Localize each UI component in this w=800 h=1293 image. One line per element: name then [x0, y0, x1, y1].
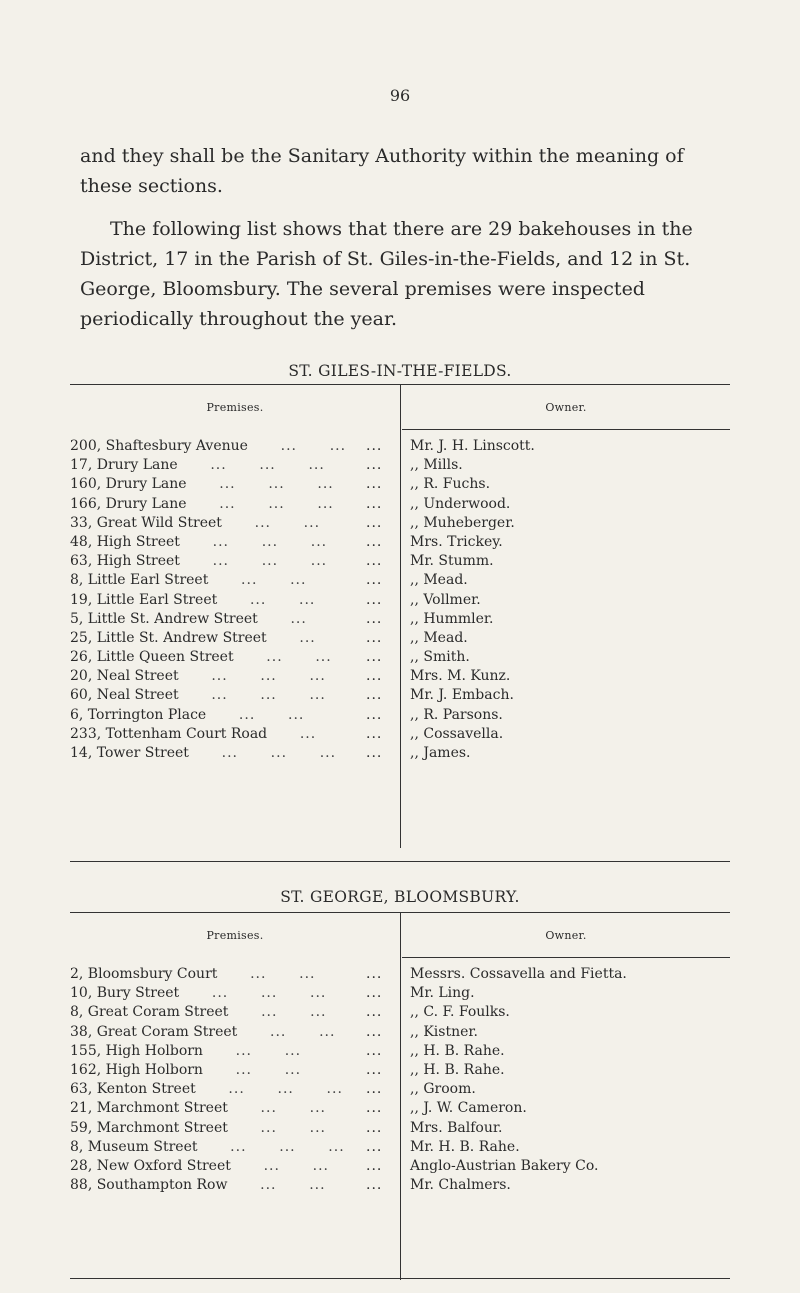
table-row	[70, 533, 730, 552]
table-header	[70, 385, 730, 429]
owner-cell: Mr. J. Embach.	[410, 687, 514, 704]
leader-fill: ... ... ...	[178, 687, 326, 704]
table-row	[70, 965, 730, 984]
header-premises: Premises.	[206, 929, 264, 942]
owner-cell: ,, Mead.	[410, 629, 468, 646]
owner-cell: Mr. Ling.	[410, 985, 475, 1002]
premises-cell: 155, High Holborn ... ...	[70, 1042, 302, 1059]
leader-dots: ...	[366, 1138, 383, 1155]
leader-fill: ... ... ...	[197, 1138, 345, 1155]
leader-dots: ...	[366, 457, 383, 474]
leader-fill: ... ...	[233, 649, 332, 666]
table-row	[70, 514, 730, 533]
owner-cell: ,, Kistner.	[410, 1023, 479, 1040]
owner-cell: Anglo-Austrian Bakery Co.	[410, 1157, 599, 1174]
leader-dots: ...	[366, 1177, 383, 1194]
owner-cell: ,, H. B. Rahe.	[410, 1061, 505, 1078]
table-row	[70, 1023, 730, 1042]
table-row	[70, 591, 730, 610]
leader-dots: ...	[366, 1081, 383, 1098]
table-row	[70, 686, 730, 705]
leader-fill: ... ... ...	[186, 476, 334, 493]
table-st-george	[70, 912, 730, 1195]
table-header	[70, 913, 730, 957]
owner-cell: ,, C. F. Foulks.	[410, 1004, 510, 1021]
table-row	[70, 706, 730, 725]
premises-cell: 60, Neal Street ... ... ...	[70, 687, 326, 704]
leader-dots: ...	[366, 495, 383, 512]
leader-fill: ... ...	[227, 1100, 326, 1117]
leader-fill: ... ...	[227, 1119, 326, 1136]
premises-cell: 17, Drury Lane ... ... ...	[70, 457, 325, 474]
owner-cell: ,, Muheberger.	[410, 514, 515, 531]
leader-dots: ...	[366, 1042, 383, 1059]
premises-cell: 88, Southampton Row ... ...	[70, 1177, 326, 1194]
premises-cell: 63, High Street ... ... ...	[70, 553, 328, 570]
header-owner: Owner.	[545, 401, 587, 414]
premises-cell: 14, Tower Street ... ... ...	[70, 745, 337, 761]
paragraph-bakehouses: The following list shows that there are 29 bakehouses in the District, 17 in the Parish of St. Giles-in-the-Fields, and 12 in St. George, Bloomsbury. The several premises were inspected periodically throughout the year.	[80, 218, 693, 330]
premises-cell: 160, Drury Lane ... ... ...	[70, 476, 334, 493]
leader-dots: ...	[366, 668, 383, 685]
premises-cell: 19, Little Earl Street ... ...	[70, 591, 316, 608]
owner-cell: Mr. Stumm.	[410, 553, 494, 570]
table-row	[70, 571, 730, 590]
leader-dots: ...	[366, 649, 383, 666]
premises-cell: 38, Great Coram Street ... ...	[70, 1023, 336, 1040]
leader-dots: ...	[366, 725, 383, 742]
leader-fill: ... ... ...	[186, 495, 334, 512]
premises-cell: 28, New Oxford Street ... ...	[70, 1157, 329, 1174]
table-body	[70, 430, 730, 763]
leader-fill: ...	[267, 725, 317, 742]
leader-fill: ...	[266, 629, 316, 646]
table-row	[70, 629, 730, 648]
table-row	[70, 1042, 730, 1061]
table-row	[70, 1003, 730, 1022]
table-row	[70, 552, 730, 571]
leader-fill: ... ... ...	[179, 533, 328, 550]
premises-cell: 10, Bury Street ... ... ...	[70, 985, 327, 1002]
owner-cell: ,, Vollmer.	[410, 591, 481, 608]
owner-cell: ,, H. B. Rahe.	[410, 1042, 505, 1059]
owner-cell: ,, Groom.	[410, 1081, 476, 1098]
premises-cell: 166, Drury Lane ... ... ...	[70, 495, 334, 512]
leader-fill: ... ...	[202, 1042, 302, 1059]
leader-dots: ...	[366, 629, 383, 646]
table-row	[70, 648, 730, 667]
leader-dots: ...	[366, 1157, 383, 1174]
owner-cell: ,, Cossavella.	[410, 725, 504, 742]
owner-cell: Messrs. Cossavella and Fietta.	[410, 966, 627, 982]
owner-cell: Mrs. M. Kunz.	[410, 668, 511, 685]
leader-fill: ... ... ...	[179, 553, 328, 570]
premises-cell: 26, Little Queen Street ... ...	[70, 649, 332, 666]
owner-cell: ,, R. Parsons.	[410, 706, 503, 723]
paragraph-continuation: and they shall be the Sanitary Authority within the meaning of these sections.	[80, 145, 684, 197]
leader-dots: ...	[366, 966, 383, 982]
premises-cell: 20, Neal Street ... ... ...	[70, 668, 326, 685]
premises-cell: 21, Marchmont Street ... ...	[70, 1100, 326, 1117]
premises-cell: 8, Great Coram Street ... ...	[70, 1004, 327, 1021]
premises-cell: 25, Little St. Andrew Street ...	[70, 629, 316, 646]
leader-dots: ...	[366, 985, 383, 1002]
leader-dots: ...	[366, 1119, 383, 1136]
table-row	[70, 1157, 730, 1176]
table-row	[70, 456, 730, 475]
leader-fill: ... ...	[228, 1004, 327, 1021]
owner-cell: ,, Smith.	[410, 649, 470, 666]
owner-cell: Mr. J. H. Linscott.	[410, 438, 535, 454]
table-bottom-rule	[70, 861, 730, 862]
leader-fill: ... ... ...	[177, 457, 325, 474]
premises-cell: 48, High Street ... ... ...	[70, 533, 328, 550]
premises-cell: 6, Torrington Place ... ...	[70, 706, 305, 723]
leader-fill: ... ... ...	[188, 745, 337, 761]
owner-cell: ,, R. Fuchs.	[410, 476, 491, 493]
premises-cell: 5, Little St. Andrew Street ...	[70, 610, 307, 627]
leader-dots: ...	[366, 1004, 383, 1021]
premises-cell: 59, Marchmont Street ... ...	[70, 1119, 326, 1136]
owner-cell: ,, Mead.	[410, 572, 468, 589]
leader-dots: ...	[366, 1100, 383, 1117]
table-row	[70, 725, 730, 744]
table-row	[70, 1099, 730, 1118]
header-premises: Premises.	[206, 401, 264, 414]
premises-cell: 200, Shaftesbury Avenue ... ...	[70, 438, 347, 454]
leader-fill: ... ...	[206, 706, 305, 723]
header-owner: Owner.	[545, 929, 587, 942]
leader-dots: ...	[366, 591, 383, 608]
leader-dots: ...	[366, 745, 383, 761]
owner-cell: Mr. H. B. Rahe.	[410, 1138, 520, 1155]
table-row	[70, 744, 730, 763]
leader-fill: ... ... ...	[179, 985, 327, 1002]
owner-cell: Mr. Chalmers.	[410, 1177, 511, 1194]
premises-cell: 33, Great Wild Street ... ...	[70, 514, 321, 531]
leader-dots: ...	[366, 438, 383, 454]
owner-cell: Mrs. Balfour.	[410, 1119, 503, 1136]
leader-fill: ... ...	[217, 966, 316, 982]
table-row	[70, 1080, 730, 1099]
leader-fill: ... ...	[227, 1177, 326, 1194]
table-row	[70, 495, 730, 514]
leader-dots: ...	[366, 553, 383, 570]
table-row	[70, 984, 730, 1003]
leader-fill: ... ... ...	[178, 668, 326, 685]
owner-cell: ,, Underwood.	[410, 495, 511, 512]
leader-fill: ... ...	[217, 591, 316, 608]
premises-cell: 233, Tottenham Court Road ...	[70, 725, 317, 742]
table-row	[70, 1061, 730, 1080]
leader-dots: ...	[366, 706, 383, 723]
leader-fill: ...	[257, 610, 307, 627]
leader-fill: ... ...	[221, 514, 321, 531]
leader-dots: ...	[366, 687, 383, 704]
leader-dots: ...	[366, 476, 383, 493]
table-row	[70, 437, 730, 456]
leader-fill: ... ...	[237, 1023, 336, 1040]
table-row	[70, 610, 730, 629]
table-body	[70, 958, 730, 1195]
leader-dots: ...	[366, 1061, 383, 1078]
leader-dots: ...	[366, 533, 383, 550]
premises-cell: 2, Bloomsbury Court ... ...	[70, 966, 316, 982]
table-row	[70, 475, 730, 494]
premises-cell: 162, High Holborn ... ...	[70, 1061, 302, 1078]
leader-fill: ... ...	[230, 1157, 329, 1174]
owner-cell: ,, J. W. Cameron.	[410, 1100, 527, 1117]
table-row	[70, 667, 730, 686]
leader-fill: ... ...	[208, 572, 307, 589]
section-title-st-giles: ST. GILES-IN-THE-FIELDS.	[288, 362, 512, 380]
table-st-giles	[70, 384, 730, 763]
leader-dots: ...	[366, 514, 383, 531]
owner-cell: ,, Mills.	[410, 457, 463, 474]
page-number: 96	[389, 86, 411, 105]
owner-cell: ,, James.	[410, 745, 471, 761]
leader-dots: ...	[366, 1023, 383, 1040]
owner-cell: Mrs. Trickey.	[410, 533, 503, 550]
leader-dots: ...	[366, 610, 383, 627]
owner-cell: ,, Hummler.	[410, 610, 494, 627]
table-row	[70, 1119, 730, 1138]
table-row	[70, 1138, 730, 1157]
table-bottom-rule	[70, 1278, 730, 1279]
leader-dots: ...	[366, 572, 383, 589]
leader-fill: ... ...	[202, 1061, 302, 1078]
leader-fill: ... ... ...	[195, 1081, 343, 1098]
leader-fill: ... ...	[247, 438, 347, 454]
premises-cell: 8, Museum Street ... ... ...	[70, 1138, 345, 1155]
premises-cell: 8, Little Earl Street ... ...	[70, 572, 307, 589]
section-title-st-george: ST. GEORGE, BLOOMSBURY.	[280, 888, 520, 906]
premises-cell: 63, Kenton Street ... ... ...	[70, 1081, 343, 1098]
table-row	[70, 1176, 730, 1195]
